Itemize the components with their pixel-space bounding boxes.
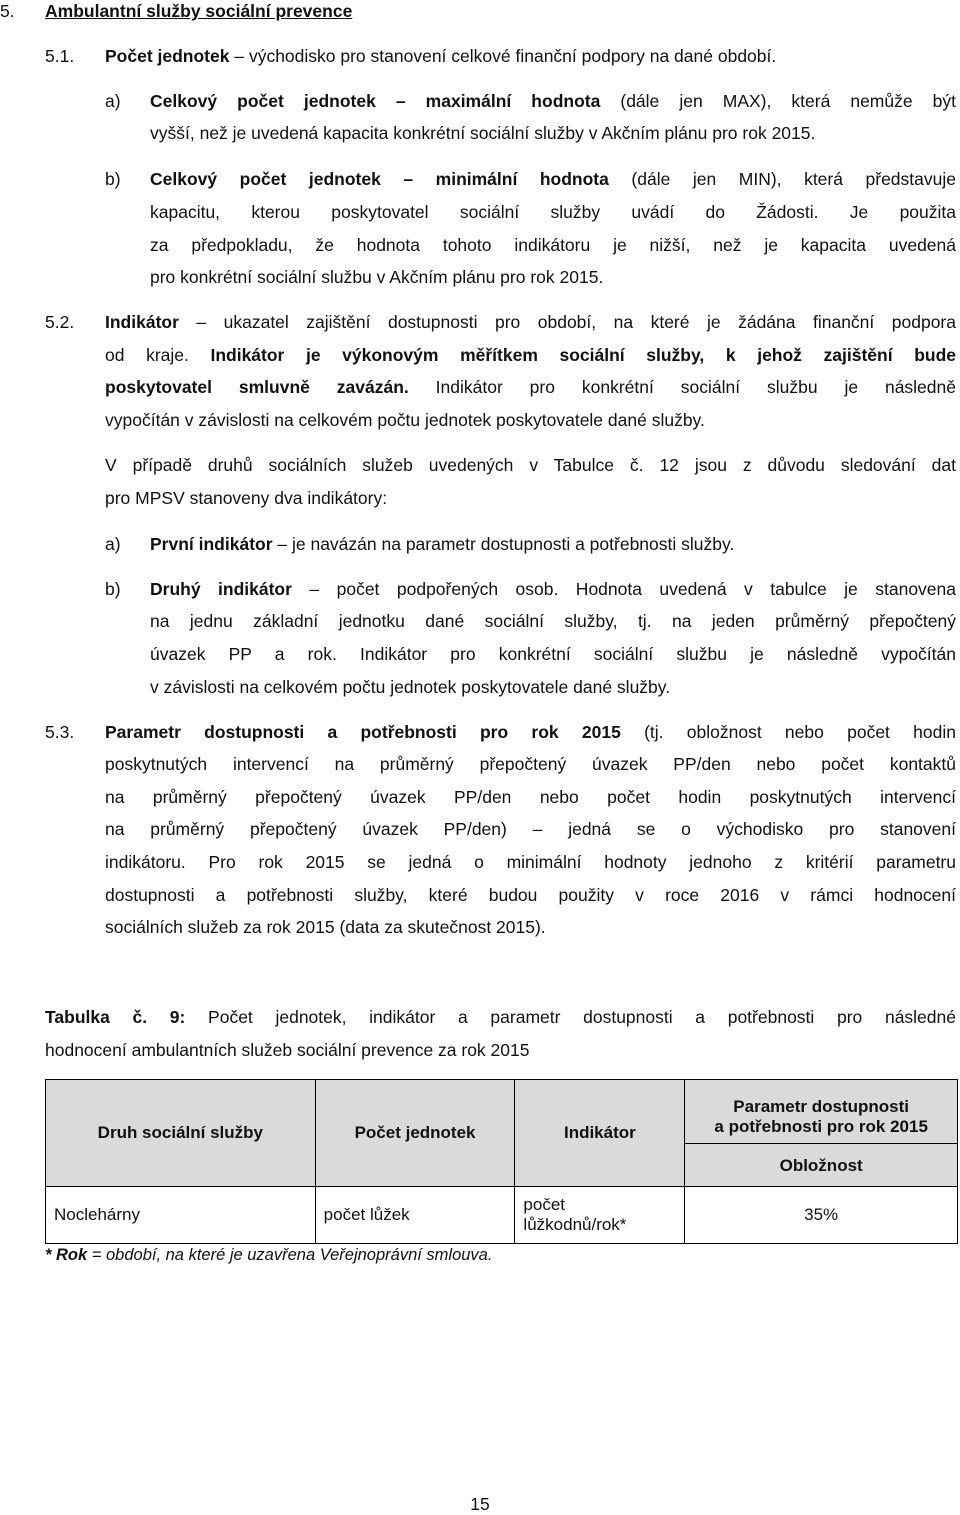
second-indicator-line2: na jednu základní jednotku dané sociální služby, tj. na jeden průměrný přepočtený [150,611,956,631]
list-marker-b: b) [105,169,121,189]
subsection-5-1-title: Počet jednotek [105,46,230,66]
table-caption-text: Počet jednotek, indikátor a parametr dostupnosti a potřebnosti pro následné [185,1007,956,1027]
parametr-line3: na průměrný přepočtený úvazek PP/den nebo počet hodin poskytnutých intervencí [105,787,956,807]
indikator-line3 [105,376,956,398]
indikator-line2 [105,344,956,366]
indikator-line2-normal: od kraje. [105,345,211,365]
list-marker-a: a) [105,91,121,111]
first-indicator-term: První indikátor [150,534,273,554]
cell-pocet: počet lůžek [315,1187,515,1244]
table-caption-line1 [45,1006,956,1028]
parametr-line7: sociálních služeb za rok 2015 (data za skutečnost 2015). [105,917,546,937]
page-number: 15 [470,1494,490,1514]
max-definition-line1 [150,90,956,112]
two-indicators-line2: pro MPSV stanoveny dva indikátory: [105,488,388,508]
table-header-row [46,1080,958,1187]
indikator-text: – ukazatel zajištění dostupnosti pro období, na které je žádána finanční podpora [178,312,956,332]
cell-druh: Noclehárny [46,1187,316,1244]
parametr-line6: dostupnosti a potřebnosti služby, které budou použity v roce 2016 v rámci hodnocení [105,885,956,905]
header-pocet: Počet jednotek [315,1080,515,1187]
header-parametr-l2: a potřebnosti pro rok 2015 [714,1116,928,1136]
indikator-line2-bold: Indikátor je výkonovým měřítkem sociální služby, k jehož zajištění bude [210,345,956,365]
second-indicator-term: Druhý indikátor [150,579,292,599]
footnote-term: * Rok [45,1246,88,1264]
indikator-line4: vypočítán v závislosti na celkovém počtu jednotek poskytovatele dané služby. [105,410,705,430]
parametr-line4: na průměrný přepočtený úvazek PP/den) – jedná se o východisko pro stanovení [105,819,956,839]
two-indicators-line1: V případě druhů sociálních služeb uvedených v Tabulce č. 12 jsou z důvodu sledování dat [105,455,956,475]
table-caption-line2: hodnocení ambulantních služeb sociální prevence za rok 2015 [45,1040,530,1060]
subsection-number-5-3: 5.3. [45,722,75,742]
indikator-line3-normal: Indikátor pro konkrétní sociální službu je následně [408,377,956,397]
first-indicator-text: – je navázán na parametr dostupnosti a potřebnosti služby. [272,534,735,554]
subsection-number-5-1: 5.1. [45,46,75,66]
cell-indikator [515,1187,685,1244]
parametr-line5: indikátoru. Pro rok 2015 se jedná o minimální hodnoty jednoho z kritérií parametru [105,852,956,872]
header-indikator: Indikátor [515,1080,685,1187]
footnote-text: = období, na které je uzavřena Veřejnoprávní smlouva. [87,1246,493,1264]
min-definition-line3: za předpokladu, že hodnota tohoto indikátoru je nižší, než je kapacita uvedená [150,235,956,255]
footnote [45,1244,492,1266]
header-parametr-l1: Parametr dostupnosti [733,1096,909,1116]
indikator-line3-bold: poskytovatel smluvně zavázán. [105,377,409,397]
list-marker-b2: b) [105,579,121,599]
table-row [46,1187,958,1244]
section-number: 5. [0,1,15,21]
subsection-5-1-heading [105,45,776,67]
subsection-number-5-2: 5.2. [45,312,75,332]
header-oblozn: Obložnost [685,1143,957,1176]
parametr-text: (tj. obložnost nebo počet hodin [620,722,956,742]
subsection-5-1-title-rest: – východisko pro stanovení celkové finanční podpory na dané období. [229,46,777,66]
parametr-line2: poskytnutých intervencí na průměrný přepočtený úvazek PP/den nebo počet kontaktů [105,754,956,774]
second-indicator-line4: v závislosti na celkovém počtu jednotek poskytovatele dané služby. [150,677,671,697]
max-definition-line2: vyšší, než je uvedená kapacita konkrétní sociální služby v Akčním plánu pro rok 2015. [150,123,816,143]
second-indicator-text: – počet podpořených osob. Hodnota uvedená v tabulce je stanovena [291,579,957,599]
header-parametr [685,1080,958,1187]
section-title: Ambulantní služby sociální prevence [45,1,353,21]
table-caption-label: Tabulka č. 9: [45,1007,186,1027]
min-definition-line4: pro konkrétní sociální službu v Akčním plánu pro rok 2015. [150,267,604,287]
second-indicator-line1 [150,578,956,600]
first-indicator [150,533,734,555]
cell-indikator-l1: počet [523,1195,566,1214]
max-text: (dále jen MAX), která nemůže být [600,91,956,111]
parametr-line1 [105,721,956,743]
min-term: Celkový počet jednotek – minimální hodnota [150,169,609,189]
second-indicator-line3: úvazek PP a rok. Indikátor pro konkrétní sociální službu je následně vypočítán [150,644,956,664]
list-marker-a2: a) [105,534,121,554]
cell-indikator-l2: lůžkodnů/rok* [523,1215,627,1234]
min-text: (dále jen MIN), která představuje [608,169,956,189]
parametr-term: Parametr dostupnosti a potřebnosti pro rok 2015 [105,722,621,742]
indikator-line1 [105,311,956,333]
header-druh: Druh sociální služby [46,1080,316,1187]
min-definition-line1 [150,168,956,190]
indikator-term: Indikátor [105,312,179,332]
min-definition-line2: kapacitu, kterou poskytovatel sociální služby uvádí do Žádosti. Je použita [150,202,956,222]
max-term: Celkový počet jednotek – maximální hodnota [150,91,601,111]
cell-parametr: 35% [685,1187,958,1244]
table-9 [45,1079,958,1244]
